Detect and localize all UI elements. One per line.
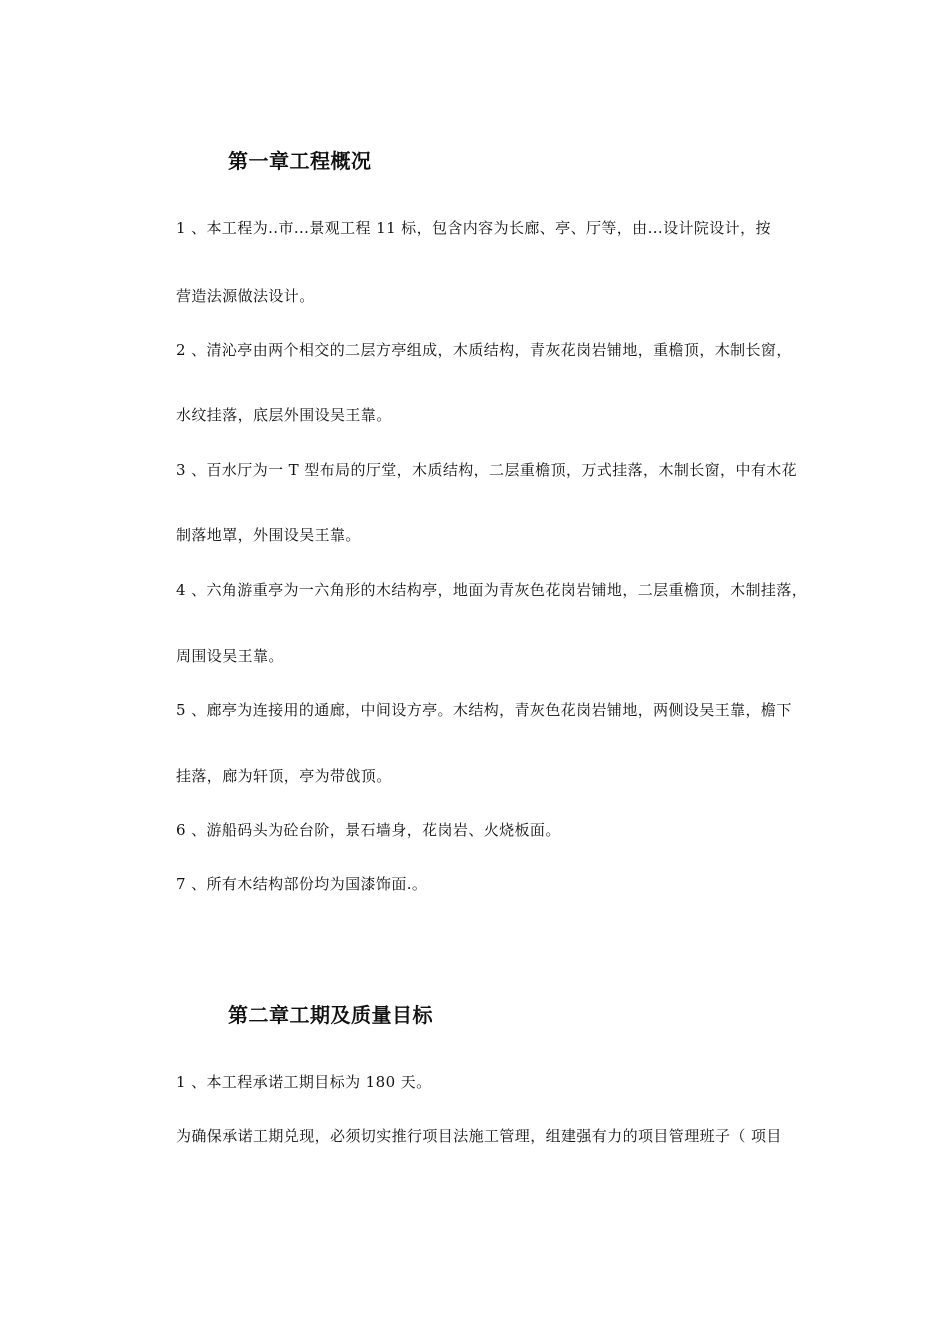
chapter-2-title: 第二章工期及质量目标 [228, 1003, 433, 1027]
chapter-1-line-1: 1 、本工程为..市...景观工程 11 标，包含内容为长廊、亭、厅等，由...设计院设计，按 [176, 219, 771, 237]
chapter-1-line-8: 周围设吴王靠。 [176, 647, 284, 665]
chapter-1-line-3: 2 、清沁亭由两个相交的二层方亭组成，木质结构，青灰花岗岩铺地，重檐顶，木制长窗， [176, 341, 792, 359]
chapter-1-line-12: 7 、所有木结构部份均为国漆饰面.。 [176, 875, 428, 893]
chapter-1-line-6: 制落地罩，外围设吴王靠。 [176, 526, 361, 544]
chapter-2-line-2: 为确保承诺工期兑现，必须切实推行项目法施工管理，组建强有力的项目管理班子（ 项目 [176, 1127, 782, 1145]
chapter-1-line-7: 4 、六角游重亭为一六角形的木结构亭，地面为青灰色花岗岩铺地，二层重檐顶，木制挂落， [176, 581, 808, 599]
chapter-1-line-9: 5 、廊亭为连接用的通廊，中间设方亭。木结构，青灰色花岗岩铺地，两侧设吴王靠，檐下 [176, 701, 792, 719]
chapter-1-line-4: 水纹挂落，底层外围设吴王靠。 [176, 406, 392, 424]
chapter-1-line-11: 6 、游船码头为砼台阶，景石墙身，花岗岩、火烧板面。 [176, 821, 561, 839]
chapter-2-line-1: 1 、本工程承诺工期目标为 180 天。 [176, 1073, 432, 1091]
chapter-1-title: 第一章工程概况 [228, 149, 372, 173]
chapter-1-line-5: 3 、百水厅为一 T 型布局的厅堂，木质结构，二层重檐顶，万式挂落，木制长窗，中有木花 [176, 461, 798, 479]
chapter-1-line-10: 挂落，廊为轩顶，亭为带戗顶。 [176, 767, 392, 785]
chapter-1-line-2: 营造法源做法设计。 [176, 287, 315, 305]
